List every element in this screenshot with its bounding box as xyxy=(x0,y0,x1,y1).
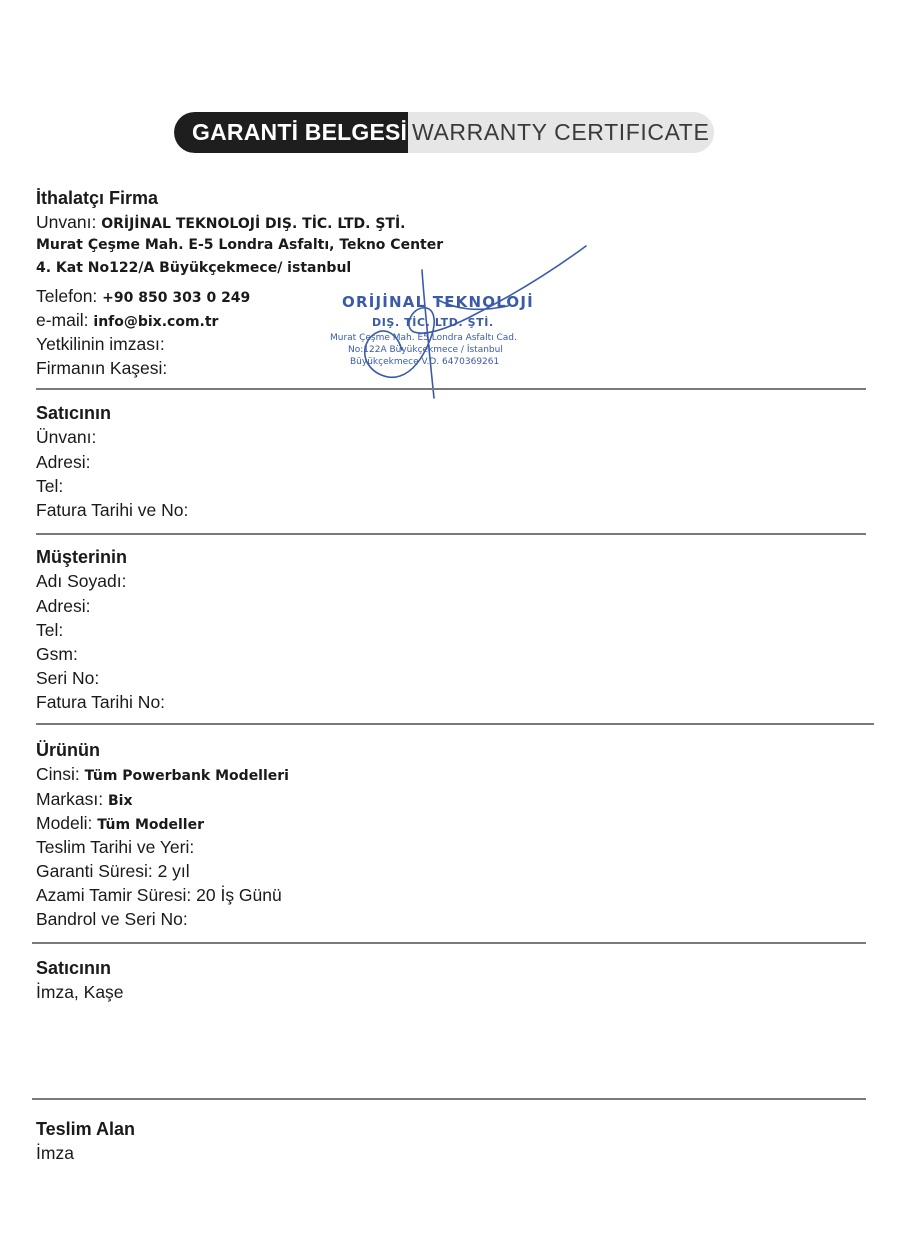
stamp-line5: Büyükçekmece V.D. 6470369261 xyxy=(350,357,500,367)
customer-invoice-label: Fatura Tarihi No: xyxy=(36,692,166,712)
seller-sign-heading: Satıcının xyxy=(36,958,112,978)
banner-title-en: WARRANTY CERTIFICATE xyxy=(412,119,710,145)
seller-heading: Satıcının xyxy=(36,403,112,423)
importer-title-row xyxy=(36,211,406,235)
importer-title-label: Unvanı: xyxy=(36,212,97,232)
product-type-row xyxy=(36,763,289,787)
importer-address-line1: Murat Çeşme Mah. E-5 Londra Asfaltı, Tekno Center xyxy=(36,237,444,253)
receiver-sign-label: İmza xyxy=(36,1143,74,1163)
seller-title-label: Ünvanı: xyxy=(36,427,97,447)
product-band-label: Bandrol ve Seri No: xyxy=(36,909,188,929)
importer-phone-row xyxy=(36,285,250,309)
importer-title-value: ORİJİNAL TEKNOLOJİ DIŞ. TİC. LTD. ŞTİ. xyxy=(101,216,406,232)
importer-email-row xyxy=(36,309,218,333)
product-type-value: Tüm Powerbank Modelleri xyxy=(84,768,289,784)
product-model-label: Modeli: xyxy=(36,813,93,833)
divider xyxy=(32,1098,866,1100)
customer-heading: Müşterinin xyxy=(36,547,128,567)
importer-address-line2: 4. Kat No122/A Büyükçekmece/ istanbul xyxy=(36,260,352,276)
seller-address-label: Adresi: xyxy=(36,452,91,472)
importer-email-label: e-mail: xyxy=(36,310,89,330)
customer-name-label: Adı Soyadı: xyxy=(36,571,127,591)
customer-address-label: Adresi: xyxy=(36,596,91,616)
receiver-heading: Teslim Alan xyxy=(36,1119,136,1139)
product-model-value: Tüm Modeller xyxy=(97,817,205,833)
company-stamp xyxy=(318,240,598,400)
divider xyxy=(36,723,874,725)
product-brand-value: Bix xyxy=(107,793,133,809)
product-warranty-label: Garanti Süresi: 2 yıl xyxy=(36,861,190,881)
product-brand-row xyxy=(36,788,132,812)
product-model-row xyxy=(36,812,204,836)
stamp-line4: No:122A Büyükçekmece / İstanbul xyxy=(348,345,503,355)
importer-email-value: info@bix.com.tr xyxy=(93,314,219,330)
product-delivery-label: Teslim Tarihi ve Yeri: xyxy=(36,837,195,857)
stamp-line1: ORİJİNAL TEKNOLOJİ xyxy=(342,293,534,311)
importer-phone-value: +90 850 303 0 249 xyxy=(102,290,251,306)
product-repair-label: Azami Tamir Süresi: 20 İş Günü xyxy=(36,885,282,905)
product-type-label: Cinsi: xyxy=(36,764,80,784)
importer-heading: İthalatçı Firma xyxy=(36,188,159,208)
seller-tel-label: Tel: xyxy=(36,476,64,496)
divider xyxy=(36,533,866,535)
customer-gsm-label: Gsm: xyxy=(36,644,78,664)
title-banner xyxy=(174,112,714,153)
stamp-line3: Murat Çeşme Mah. E5 Londra Asfaltı Cad. xyxy=(330,333,517,343)
divider xyxy=(36,388,866,390)
customer-tel-label: Tel: xyxy=(36,620,64,640)
seller-invoice-label: Fatura Tarihi ve No: xyxy=(36,500,189,520)
product-heading: Ürünün xyxy=(36,740,100,760)
divider xyxy=(32,942,866,944)
banner-title-tr: GARANTİ BELGESİ xyxy=(174,112,408,153)
importer-stamp-label: Firmanın Kaşesi: xyxy=(36,358,168,378)
product-brand-label: Markası: xyxy=(36,789,104,809)
importer-signature-label: Yetkilinin imzası: xyxy=(36,334,165,354)
customer-serial-label: Seri No: xyxy=(36,668,100,688)
stamp-line2: DIŞ. TİC. LTD. ŞTİ. xyxy=(372,316,494,329)
importer-phone-label: Telefon: xyxy=(36,286,98,306)
seller-sign-label: İmza, Kaşe xyxy=(36,982,124,1002)
